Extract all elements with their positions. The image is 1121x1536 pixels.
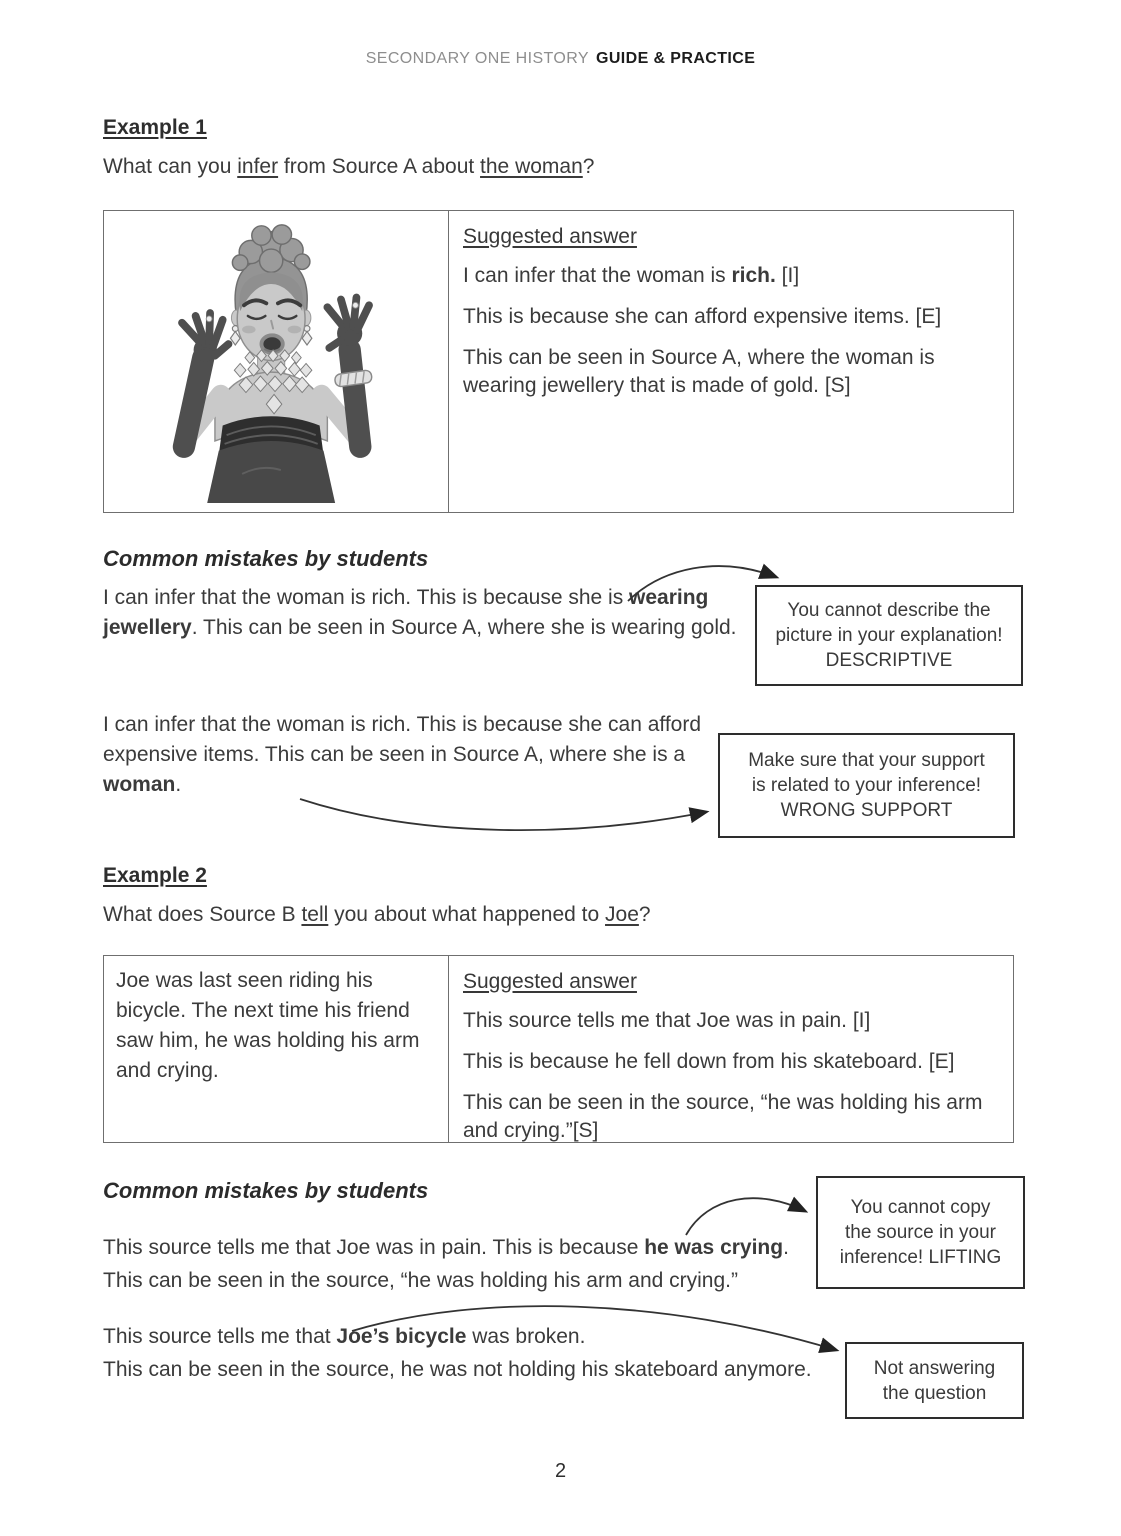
answer-text: [I] [775,264,800,287]
mistake-text: . This can be seen in Source A, where she is wearing gold. [191,616,737,639]
mistake-line [103,1320,812,1353]
hair-bun [232,225,310,272]
source-a-image-cell [104,211,449,512]
bold-term: Joe’s bicycle [336,1325,467,1348]
mistake-text: . [175,773,182,796]
mistake-text: This source tells me that [103,1325,337,1348]
running-header [0,50,1121,68]
callout-wrong-support [718,733,1015,838]
question-text: you about what happened to [328,903,606,926]
mistake-line: This can be seen in the source, “he was holding his arm and crying.” [103,1269,738,1292]
question-text: ? [638,903,651,926]
book-title: GUIDE & PRACTICE [595,50,756,67]
callout-descriptive [755,585,1023,686]
glove-left-hand [182,313,229,361]
mistake-line [103,1231,789,1264]
answer-support-2: This can be seen in the source, “he was holding his arm and crying.”[S] [463,1091,983,1142]
question-text: from Source A about [278,155,481,178]
answer-inference [463,262,995,290]
callout-line: Not answering [873,1357,996,1379]
blush-left [242,326,256,334]
mistake-text: I can infer that the woman is rich. This is because she can afford expensive items. This can be seen in Source A, where she is a [103,713,702,766]
bracelet [334,370,372,388]
callout-not-answering [845,1342,1024,1419]
callout-line: You cannot describe the [787,600,991,621]
question-text: What can you [103,155,238,178]
dress-body [207,441,335,503]
example2-question [103,900,651,930]
ring-left [206,316,212,322]
mistake-wrong-support [103,710,711,800]
answer-support: This can be seen in Source A, where the woman is wearing jewellery that is made of gold. [S] [463,346,935,397]
series-title: SECONDARY ONE HISTORY [365,50,589,67]
callout-line: You cannot copy [850,1197,991,1218]
callout-line: the question [882,1382,987,1404]
callout-label: DESCRIPTIVE [825,650,953,671]
callout-lifting [816,1176,1025,1289]
underlined-term: infer [237,155,279,178]
woman-illustration [116,220,436,503]
example2-table [103,955,1014,1143]
example1-question [103,152,594,182]
mistake-text: . [783,1236,789,1259]
source-b-text: Joe was last seen riding his bicycle. The next time his friend saw him, he was holding his arm and crying. [116,969,420,1082]
underlined-term: the woman [480,155,583,178]
ring-right [353,302,359,308]
question-text: ? [582,155,595,178]
glove-right-forearm [350,350,361,447]
glove-right-hand [327,298,369,348]
answer-explanation: This is because she can afford expensive items. [E] [463,305,942,328]
question-text: What does Source B [103,903,302,926]
underlined-term: tell [301,903,329,926]
common-mistakes-heading-1: Common mistakes by students [103,546,429,571]
mistake-not-answering [103,1320,812,1386]
bold-term: rich. [731,264,776,287]
suggested-answer-cell [449,211,1013,512]
bold-term: he was crying [644,1236,784,1259]
arrow-to-wrong-support [300,799,706,830]
page-number: 2 [554,1460,567,1482]
bold-term: wearing jewellery [103,586,709,639]
suggested-answer-cell-2 [449,956,1013,1142]
answer-text: I can infer that the woman is [463,264,732,287]
example1-heading: Example 1 [103,116,207,139]
mistake-text: I can infer that the woman is rich. This is because she is [103,586,630,609]
answer-inference-2: This source tells me that Joe was in pain. [I] [463,1009,871,1032]
answer-explanation-2: This is because he fell down from his skateboard. [E] [463,1050,955,1073]
mistake-descriptive [103,583,758,643]
mistake-line: This can be seen in the source, he was not holding his skateboard anymore. [103,1358,812,1381]
bold-term: woman [103,773,176,796]
mistake-text: was broken. [466,1325,586,1348]
callout-line: is related to your inference! [751,775,982,796]
example1-table [103,210,1014,513]
common-mistakes-heading-2: Common mistakes by students [103,1178,429,1203]
underlined-term: Joe [605,903,639,926]
mistake-text: This source tells me that Joe was in pain. This is because [103,1236,645,1259]
source-b-text-cell [104,956,449,1142]
arrow-to-lifting [686,1198,805,1235]
example2-heading: Example 2 [103,864,207,887]
blush-right [288,326,302,334]
mistake-lifting [103,1231,789,1297]
callout-line: Make sure that your support [748,750,985,771]
callout-label: WRONG SUPPORT [780,800,953,821]
suggested-answer-heading-2: Suggested answer [463,970,637,993]
suggested-answer-heading: Suggested answer [463,225,637,248]
callout-label: inference! LIFTING [839,1247,1002,1268]
callout-line: picture in your explanation! [775,625,1003,646]
callout-line: the source in your [844,1222,997,1243]
